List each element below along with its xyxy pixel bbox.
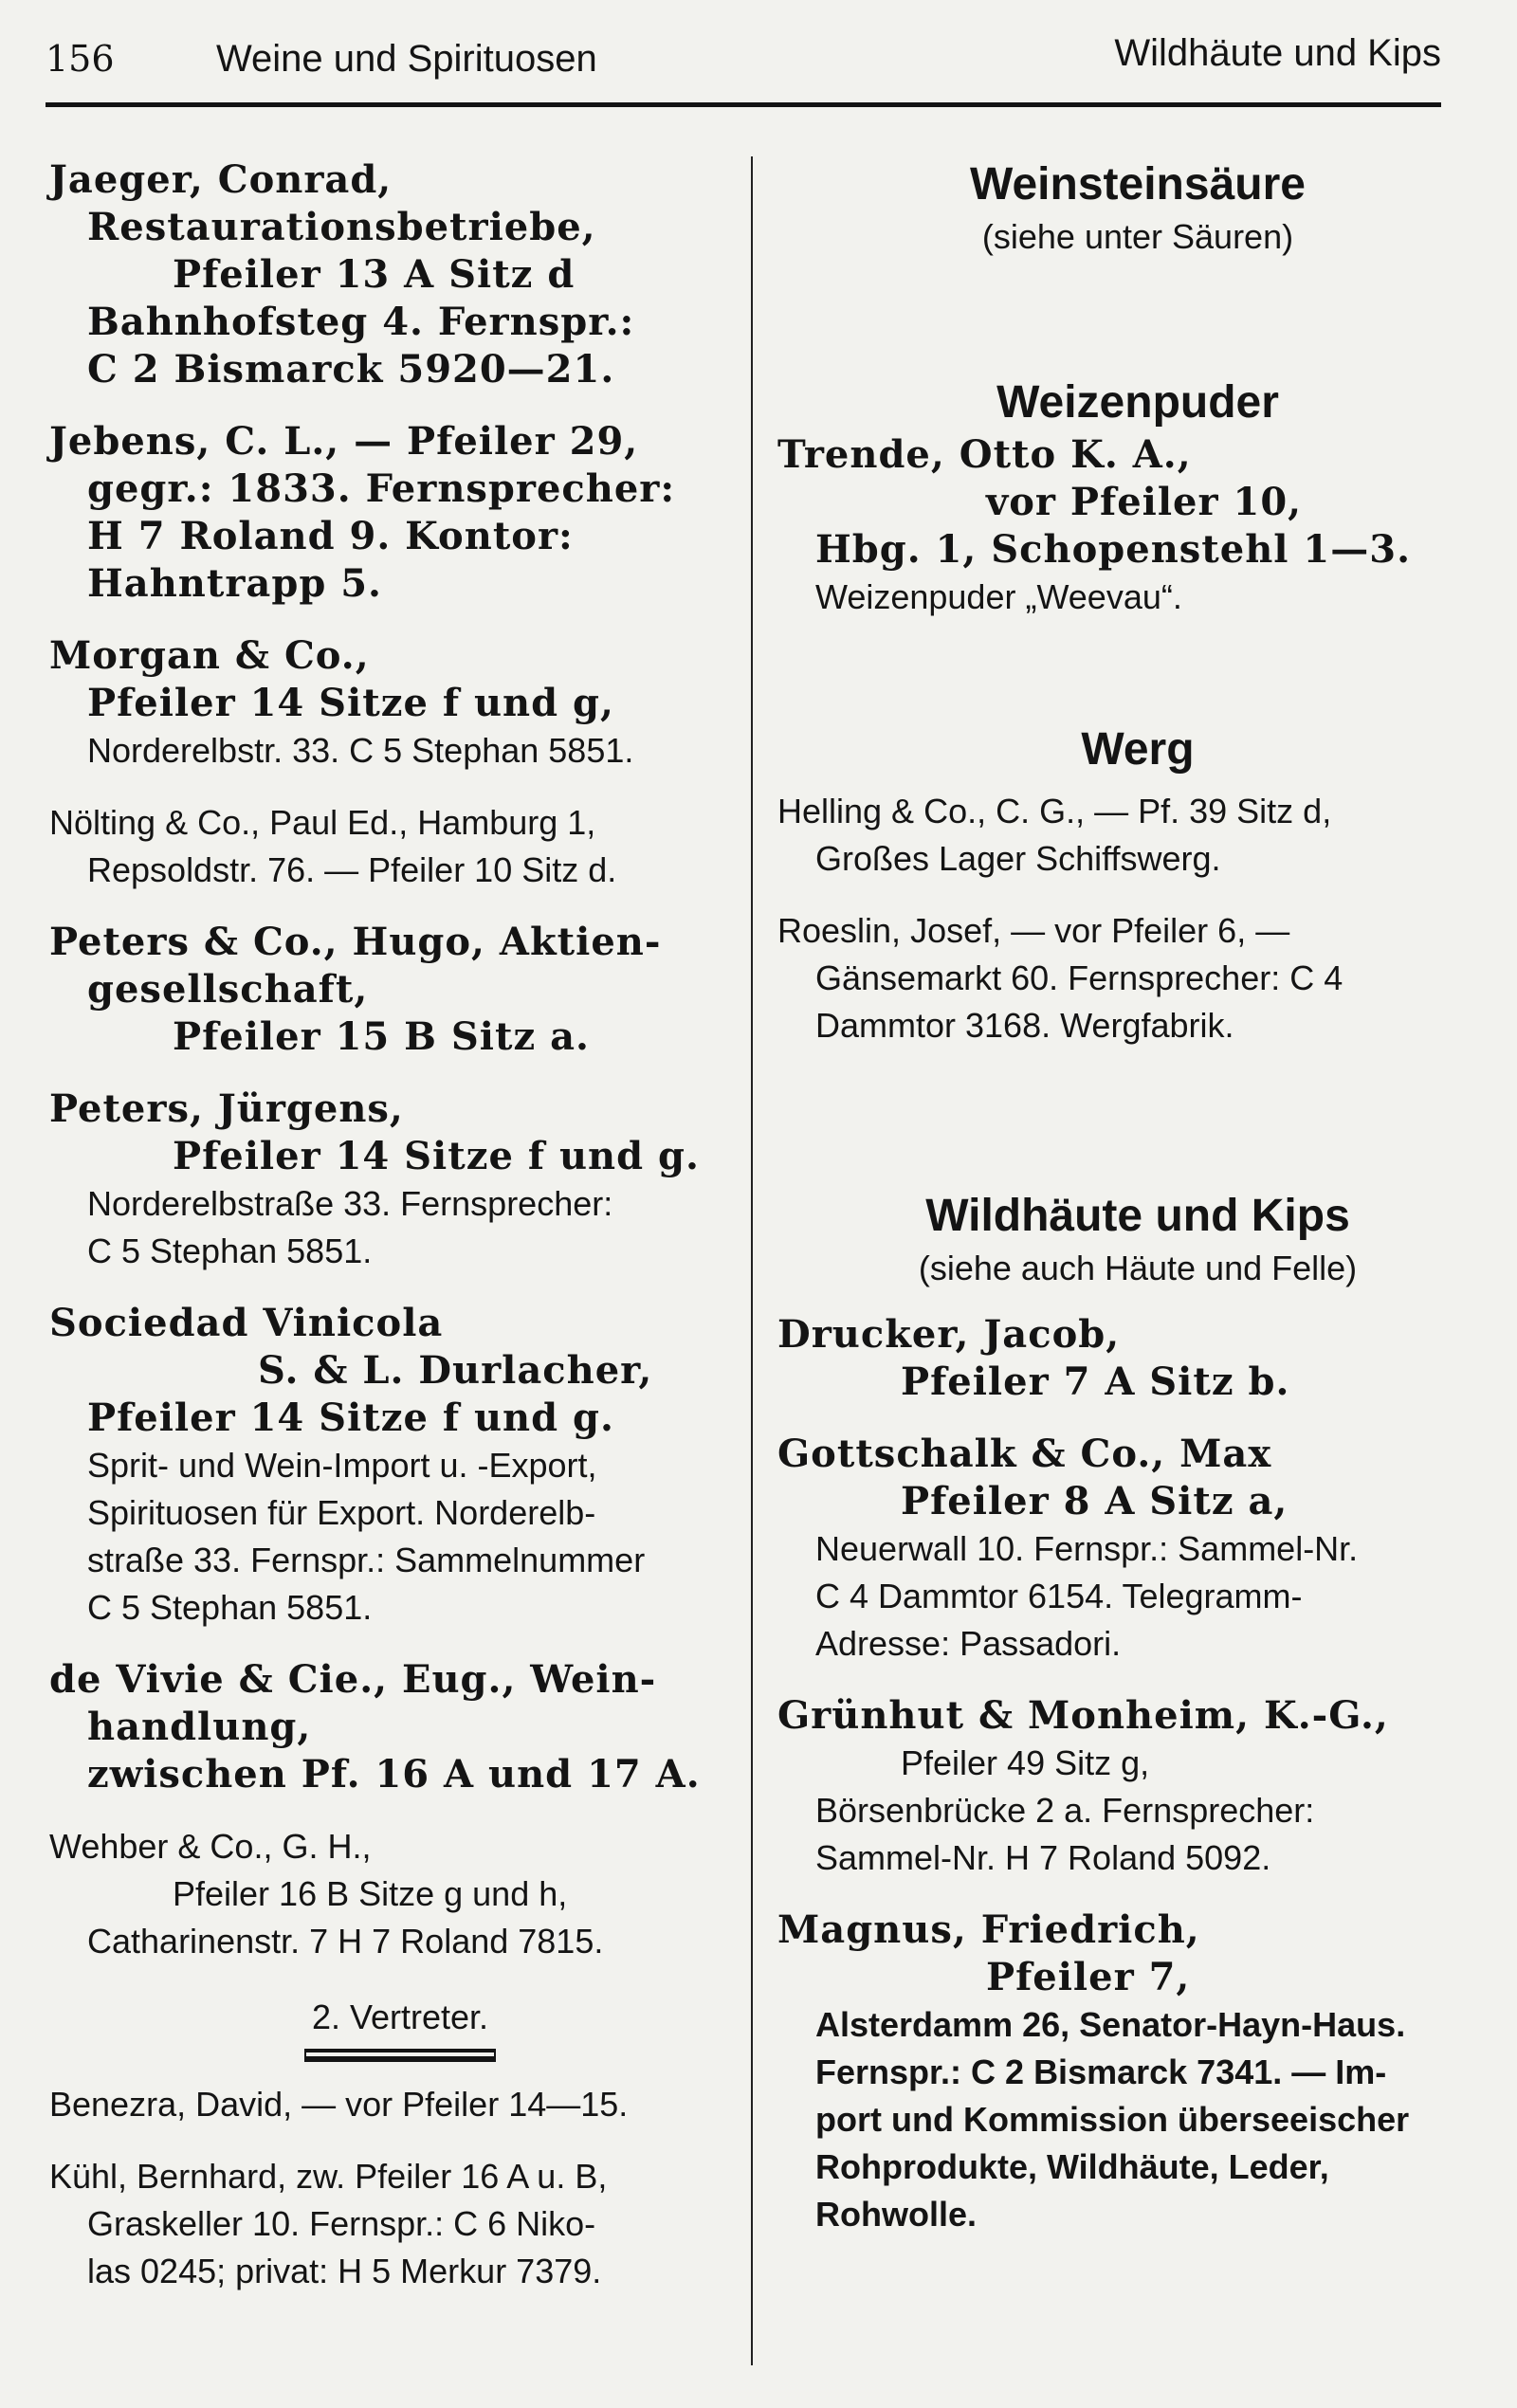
left-column [49, 156, 751, 2320]
entry-jaeger [49, 156, 751, 393]
entry-line: Pfeiler 8 A Sitz a, [901, 1479, 1289, 1523]
entry-line: Rohprodukte, Wildhäute, Leder, [815, 2147, 1329, 2186]
section-heading-weinsteinsaeure: Weinsteinsäure [970, 159, 1306, 210]
entry-line: H 7 Roland 9. Kontor: [87, 514, 574, 558]
entry-jebens [49, 418, 751, 608]
column-divider [751, 156, 753, 2365]
entry-line: Adresse: Passadori. [815, 1624, 1122, 1663]
entry-line: Jebens, C. L., — Pfeiler 29, [49, 419, 639, 464]
page-header [46, 28, 1441, 107]
entry-line: gegr.: 1833. Fernsprecher: [87, 466, 676, 511]
subsection-heading-text: 2. Vertreter. [304, 1994, 496, 2052]
section-heading-weizenpuder: Weizenpuder [996, 377, 1279, 428]
entry-line: port und Kommission überseeischer [815, 2100, 1410, 2139]
entry-line: Börsenbrücke 2 a. Fernsprecher: [815, 1791, 1315, 1830]
entry-line: C 4 Dammtor 6154. Telegramm- [815, 1577, 1303, 1615]
entry-line: Gänsemarkt 60. Fernsprecher: C 4 [815, 958, 1343, 997]
entry-line: Repsoldstr. 76. — Pfeiler 10 Sitz d. [87, 850, 617, 889]
entry-line: Pfeiler 7, [986, 1955, 1191, 1999]
entry-line: straße 33. Fernspr.: Sammelnummer [87, 1541, 646, 1579]
entry-line: Pfeiler 14 Sitze f und g. [87, 1396, 614, 1440]
entry-line: Pfeiler 15 B Sitz a. [173, 1014, 590, 1059]
entry-line: vor Pfeiler 10, [986, 480, 1303, 524]
entry-line: Morgan & Co., [49, 633, 370, 678]
entry-benezra [49, 2081, 751, 2128]
entry-line: Pfeiler 16 B Sitze g und h, [173, 1874, 568, 1913]
entry-line: Alsterdamm 26, Senator-Hayn-Haus. [815, 2005, 1406, 2044]
entry-line: Wehber & Co., G. H., [49, 1827, 372, 1866]
entry-roeslin [777, 907, 1498, 1049]
subsection-heading-vertreter [49, 1994, 751, 2052]
running-head-right: Wildhäute und Kips [1114, 32, 1441, 74]
section-heading-werg: Werg [1081, 724, 1195, 775]
entry-line: Pfeiler 13 A Sitz d [173, 252, 576, 297]
section-heading-wildhaeute: Wildhäute und Kips [925, 1191, 1350, 1241]
entry-helling [777, 788, 1498, 883]
entry-line: Spirituosen für Export. Norderelb- [87, 1493, 596, 1532]
spacer [777, 1292, 1498, 1311]
entry-line: Jaeger, Conrad, [49, 157, 393, 202]
entry-line: Benezra, David, — vor Pfeiler 14—15. [49, 2085, 629, 2124]
entry-line: Gottschalk & Co., Max [777, 1432, 1272, 1476]
entry-line: Peters & Co., Hugo, Aktien- [49, 920, 662, 964]
entry-de-vivie [49, 1656, 751, 1798]
entry-line: Roeslin, Josef, — vor Pfeiler 6, — [777, 911, 1290, 950]
section-note: (siehe auch Häute und Felle) [918, 1249, 1358, 1287]
entry-peters-hugo [49, 919, 751, 1061]
entry-line: Kühl, Bernhard, zw. Pfeiler 16 A u. B, [49, 2157, 608, 2196]
entry-line: Hahntrapp 5. [87, 561, 382, 606]
spacer [777, 646, 1498, 721]
entry-line: Norderelbstraße 33. Fernsprecher: [87, 1184, 613, 1223]
entry-line: Pfeiler 7 A Sitz b. [901, 1359, 1290, 1404]
spacer [777, 1074, 1498, 1188]
entry-wehber [49, 1823, 751, 1965]
entry-line: Sprit- und Wein-Import u. -Export, [87, 1446, 597, 1485]
entry-kuehl [49, 2153, 751, 2295]
section-note: (siehe unter Säuren) [981, 217, 1294, 256]
entry-gruenhut [777, 1692, 1498, 1882]
right-column [777, 156, 1498, 2263]
entry-line: las 0245; privat: H 5 Merkur 7379. [87, 2252, 602, 2290]
entry-line: C 5 Stephan 5851. [87, 1588, 373, 1627]
entry-line: Norderelbstr. 33. C 5 Stephan 5851. [87, 731, 634, 770]
entry-line: Catharinenstr. 7 H 7 Roland 7815. [87, 1922, 604, 1961]
entry-line: Pfeiler 14 Sitze f und g, [87, 681, 614, 725]
entry-line: Sociedad Vinicola [49, 1301, 444, 1345]
entry-noelting [49, 799, 751, 894]
entry-line: zwischen Pf. 16 A und 17 A. [87, 1752, 701, 1797]
entry-line: Grünhut & Monheim, K.-G., [777, 1693, 1389, 1738]
entry-magnus [777, 1906, 1498, 2238]
entry-line: Restaurationsbetriebe, [87, 205, 596, 249]
entry-line: Rohwolle. [815, 2195, 977, 2234]
entry-line: Großes Lager Schiffswerg. [815, 839, 1221, 878]
entry-line: S. & L. Durlacher, [258, 1348, 653, 1393]
entry-line: Fernspr.: C 2 Bismarck 7341. — Im- [815, 2052, 1387, 2091]
entry-line: Trende, Otto K. A., [777, 432, 1192, 477]
entry-line: Graskeller 10. Fernspr.: C 6 Niko- [87, 2204, 596, 2243]
entry-trende [777, 431, 1498, 621]
entry-line: handlung, [87, 1705, 312, 1749]
entry-line: Peters, Jürgens, [49, 1086, 404, 1131]
entry-peters-juergens [49, 1085, 751, 1275]
spacer [777, 261, 1498, 374]
entry-line: C 2 Bismarck 5920—21. [87, 347, 615, 392]
spacer [777, 778, 1498, 788]
entry-morgan [49, 632, 751, 775]
entry-line: de Vivie & Cie., Eug., Wein- [49, 1657, 657, 1702]
entry-line: Bahnhofsteg 4. Fernspr.: [87, 300, 635, 344]
entry-line: Sammel-Nr. H 7 Roland 5092. [815, 1838, 1271, 1877]
entry-line: Drucker, Jacob, [777, 1312, 1121, 1357]
entry-line: Magnus, Friedrich, [777, 1907, 1200, 1952]
entry-line: Neuerwall 10. Fernspr.: Sammel-Nr. [815, 1529, 1359, 1568]
page-number: 156 [46, 38, 115, 80]
entry-line: Pfeiler 14 Sitze f und g. [173, 1134, 700, 1178]
entry-line: Dammtor 3168. Wergfabrik. [815, 1006, 1234, 1045]
entry-line: Nölting & Co., Paul Ed., Hamburg 1, [49, 803, 596, 842]
entry-gottschalk [777, 1431, 1498, 1668]
entry-line: C 5 Stephan 5851. [87, 1231, 373, 1270]
entry-sociedad-vinicola [49, 1300, 751, 1632]
entry-line: Weizenpuder „Weevau“. [815, 577, 1182, 616]
entry-line: Pfeiler 49 Sitz g, [901, 1743, 1150, 1782]
entry-line: Hbg. 1, Schopenstehl 1—3. [815, 527, 1412, 572]
entry-line: Helling & Co., C. G., — Pf. 39 Sitz d, [777, 792, 1332, 830]
entry-drucker [777, 1311, 1498, 1406]
entry-line: gesellschaft, [87, 967, 369, 1012]
running-head-left: Weine und Spirituosen [216, 38, 597, 80]
